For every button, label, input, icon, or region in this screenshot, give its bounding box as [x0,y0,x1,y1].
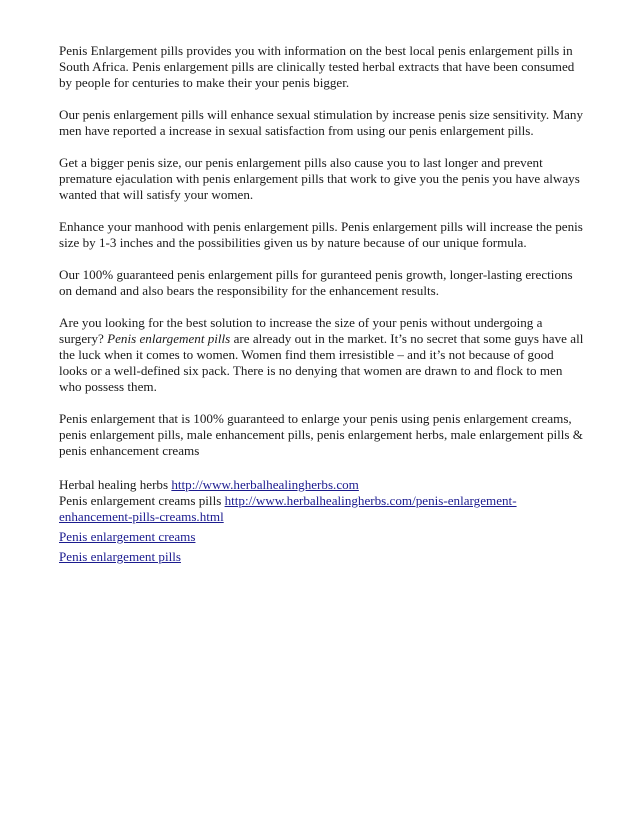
paragraph-solution-question: Are you looking for the best solution to increase the size of your penis without undergoing a surgery? [59,315,543,346]
herbal-label: Herbal healing herbs [59,477,172,492]
paragraph-keywords: Penis enlargement that is 100% guaranteed to enlarge your penis using penis enlargement creams, penis enlargement pills, male enhancement pills, penis enlargement herbs, male enlargement pills & penis enhancement creams [59,411,583,458]
spacer [59,459,584,477]
paragraph-bigger-size: Get a bigger penis size, our penis enlargement pills also cause you to last longer and prevent premature ejaculation with penis enlargement pills that work to give you the penis you have always wanted that will satisfy your women. [59,155,580,202]
paragraph-stimulation: Our penis enlargement pills will enhance sexual stimulation by increase penis size sensitivity. Many men have reported a increase in sexual satisfaction from using our penis enlargement pills. [59,107,583,138]
paragraph-solution-rest: are already out in the market. It’s no secret that some guys have all the luck when it comes to women. Women find them irresistible – and it’s not because of good looks or a well-defined six pack. There is no denying that women are drawn to and flock to men who possess them. [59,331,584,394]
document-body [59,43,584,569]
anchor-line-pills [59,549,584,565]
creams-label: Penis enlargement creams pills [59,493,225,508]
links-block [59,477,584,525]
paragraph-guarantee: Our 100% guaranteed penis enlargement pills for guranteed penis growth, longer-lasting erections on demand and also bears the responsibility for the enhancement results. [59,267,573,298]
paragraph-enhance-manhood: Enhance your manhood with penis enlargement pills. Penis enlargement pills will increase the penis size by 1-3 inches and the possibilities given us by nature because of our unique formula. [59,219,583,250]
paragraph-intro: Penis Enlargement pills provides you with information on the best local penis enlargement pills in South Africa. Penis enlargement pills are clinically tested herbal extracts that have been consumed by people for centuries to make their your penis bigger. [59,43,575,90]
paragraph-solution [59,315,584,395]
anchor-line-creams [59,529,584,545]
paragraph-solution-italic-lead: Penis enlargement pills [107,331,231,346]
penis-enlargement-creams-link[interactable]: Penis enlargement creams [59,529,196,544]
herbal-url-link[interactable]: http://www.herbalhealingherbs.com [171,477,359,492]
creams-url-link[interactable]: http://www.herbalhealingherbs.com/penis-enlargement-enhancement-pills-creams.html [59,493,517,524]
penis-enlargement-pills-link[interactable]: Penis enlargement pills [59,549,181,564]
